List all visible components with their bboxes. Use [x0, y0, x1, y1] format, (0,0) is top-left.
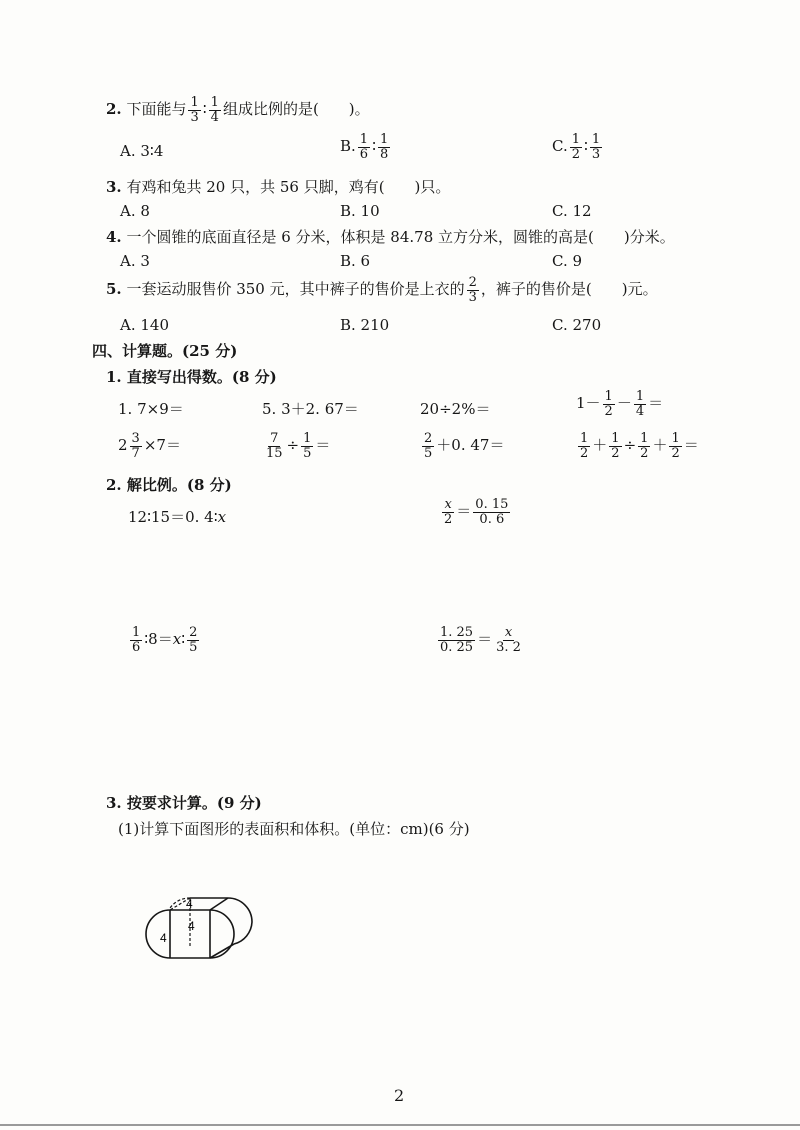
question-text: 组成比例的是( )。 — [222, 100, 370, 119]
question-text: 下面能与 — [126, 100, 187, 119]
part-3-title: 3. 按要求计算。(9 分) — [106, 794, 262, 812]
option-c: C. 270 — [552, 316, 602, 334]
option-c: C. 12 — [552, 202, 592, 220]
figure-label-top: 4 — [186, 897, 193, 911]
fraction: $\frac{1}{3}$ — [190, 95, 199, 125]
expression-3: 20÷2%＝ — [420, 400, 491, 418]
option-c: C. $\frac{1}{2}$ ∶ $\frac{1}{3}$ — [552, 132, 601, 162]
question-number: 3. — [106, 178, 122, 196]
part-1-title: 1. 直接写出得数。(8 分) — [106, 368, 277, 386]
proportion-2: $\frac{x}{2}$ ＝ $\frac{0. 15}{0. 6}$ — [444, 497, 509, 527]
proportion-3: $\frac{1}{6}$ ∶8＝x∶ $\frac{2}{5}$ — [132, 625, 198, 655]
question-text: 有鸡和兔共 20 只，共 56 只脚，鸡有( )只。 — [126, 178, 451, 196]
option-b: B. $\frac{1}{6}$ ∶ $\frac{1}{8}$ — [340, 132, 389, 162]
option-a: A. 8 — [120, 202, 150, 220]
question-number: 4. — [106, 228, 122, 246]
option-a: A. 3∶4 — [120, 142, 164, 160]
section-title: 四、计算题。(25 分) — [92, 342, 238, 360]
option-b: B. 10 — [340, 202, 380, 220]
option-a: A. 140 — [120, 316, 169, 334]
expression-4: 1－ $\frac{1}{2}$ － $\frac{1}{4}$ ＝ — [576, 389, 664, 419]
figure-label-mid: 4 — [188, 919, 195, 933]
expression-7: $\frac{2}{5}$ ＋0. 47＝ — [424, 431, 505, 461]
page-bottom-edge — [0, 1124, 800, 1126]
figure-label-left: 4 — [160, 931, 167, 945]
solid-figure — [140, 886, 270, 968]
question-number: 5. — [106, 280, 122, 299]
expression-5: 2 $\frac{3}{7}$ ×7＝ — [118, 431, 181, 461]
expression-2: 5. 3＋2. 67＝ — [262, 400, 359, 418]
proportion-4: $\frac{1. 25}{0. 25}$ ＝ $\frac{x}{3. 2}$ — [440, 625, 521, 655]
question-2 — [106, 96, 370, 124]
question-text: 一套运动服售价 350 元，其中裤子的售价是上衣的 — [126, 280, 465, 299]
ratio-colon: ∶ — [202, 100, 207, 119]
question-text: ，裤子的售价是( )元。 — [480, 280, 658, 299]
fraction: $\frac{1}{4}$ — [210, 95, 219, 125]
question-number: 2. — [106, 100, 122, 119]
expression-1: 1. 7×9＝ — [118, 400, 184, 418]
question-5 — [106, 276, 658, 304]
expression-8: $\frac{1}{2}$ ＋ $\frac{1}{2}$ ÷ $\frac{1}{2}$ ＋ $\frac{1}{2}$ ＝ — [580, 431, 699, 461]
proportion-1: 12∶15＝0. 4∶x — [128, 508, 227, 526]
option-b: B. 210 — [340, 316, 390, 334]
part-3-subtask: (1)计算下面图形的表面积和体积。(单位：cm)(6 分) — [118, 820, 470, 838]
part-2-title: 2. 解比例。(8 分) — [106, 476, 232, 494]
option-a: A. 3 — [120, 252, 150, 270]
question-4 — [106, 226, 675, 247]
question-3 — [106, 176, 450, 197]
question-text: 一个圆锥的底面直径是 6 分米，体积是 84.78 立方分米，圆锥的高是( )分米。 — [126, 228, 675, 246]
expression-6: $\frac{7}{15}$ ÷ $\frac{1}{5}$ ＝ — [266, 431, 331, 461]
option-b: B. 6 — [340, 252, 371, 270]
fraction: $\frac{2}{3}$ — [468, 275, 477, 305]
page-number: 2 — [394, 1086, 405, 1105]
option-c: C. 9 — [552, 252, 583, 270]
